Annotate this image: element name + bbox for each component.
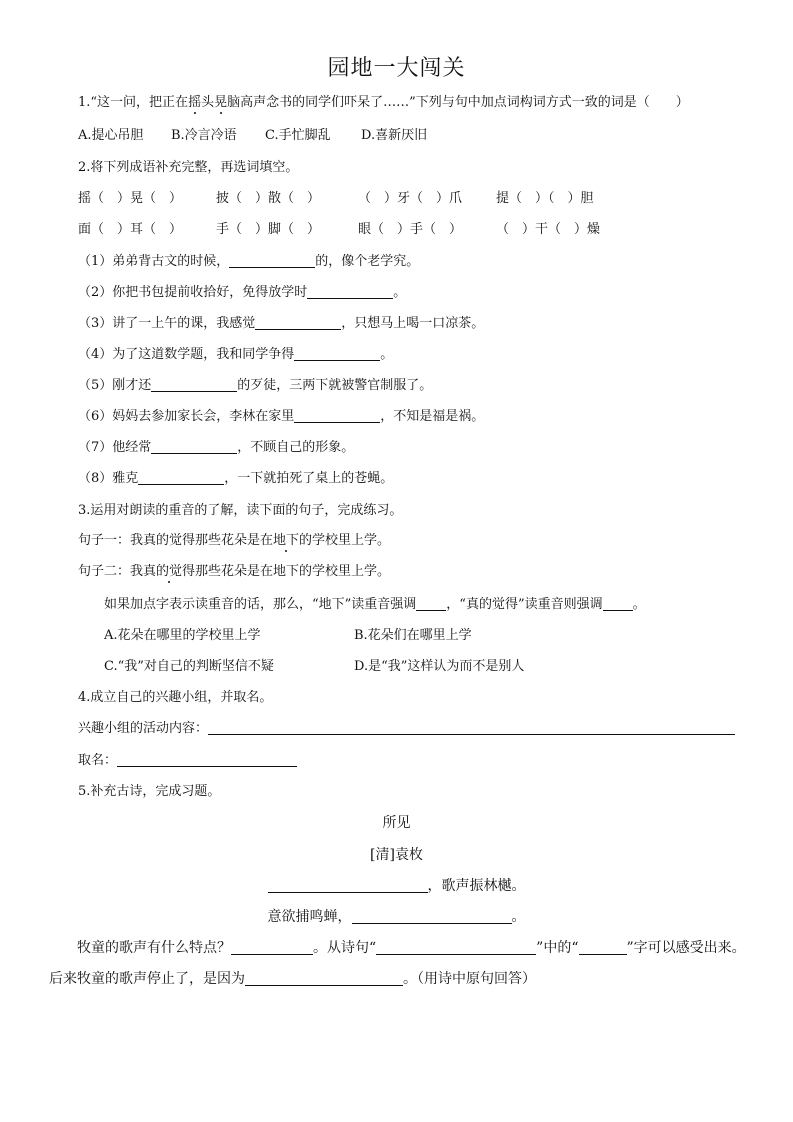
answer-blank[interactable]	[245, 970, 403, 986]
q3-sentence-1: 句子一：我真的觉得那些花朵是在地下的学校里上学。	[78, 533, 391, 548]
answer-blank[interactable]	[376, 939, 536, 955]
idiom-item: 面（ ）耳（ ）	[78, 222, 183, 237]
q5-question-paragraph: 牧童的歌声有什么特点？ 。从诗句“ ”中的“ ”字可以感受出来。后来牧童的歌声停止了，是因为 。（用诗中原句回答）	[49, 940, 746, 987]
answer-blank[interactable]	[255, 314, 341, 330]
idiom-item: （ ）干（ ）燥	[496, 222, 601, 237]
q3-option-c[interactable]: C.“我”对自己的判断坚信不疑	[104, 659, 274, 674]
q2-sentence-8: （8）雅克 ，一下就拍死了桌上的苍蝇。	[78, 471, 394, 486]
answer-blank[interactable]	[268, 877, 428, 893]
idiom-item: 眼（ ）手（ ）	[358, 222, 463, 237]
q3-option-b[interactable]: B.花朵们在哪里上学	[354, 628, 472, 643]
poem-author: [清]袁枚	[370, 847, 423, 863]
q3-option-d[interactable]: D.是“我”这样认为而不是别人	[354, 659, 525, 674]
q3-prompt: 如果加点字表示读重音的话，那么，“地下”读重音强调 ，“真的觉得”读重音则强调 。	[104, 597, 646, 612]
q2-sentence-2: （2）你把书包提前收拾好，免得放学时 。	[78, 285, 407, 300]
answer-blank[interactable]	[294, 345, 380, 361]
dotted-phrase: 真的觉得	[143, 564, 196, 579]
dotted-char: 晃	[214, 95, 228, 110]
idiom-item: （ ）牙（ ）爪	[358, 191, 463, 206]
q2-sentence-5: （5）刚才还 的歹徒，三两下就被警官制服了。	[78, 378, 433, 393]
answer-blank[interactable]	[352, 908, 512, 924]
answer-blank[interactable]	[579, 939, 627, 955]
q3-heading: 3.运用对朗读的重音的了解，读下面的句子，完成练习。	[78, 503, 403, 518]
poem-line-2: 意欲捕鸣蝉， 。	[267, 909, 526, 925]
dotted-phrase: 地下	[273, 533, 300, 548]
answer-blank[interactable]	[151, 438, 237, 454]
answer-blank[interactable]	[208, 719, 735, 735]
answer-blank[interactable]	[231, 939, 313, 955]
poem-line-1: ，歌声振林樾。	[0, 876, 793, 896]
q2-heading: 2.将下列成语补充完整，再选词填空。	[78, 160, 299, 175]
answer-blank[interactable]	[151, 376, 237, 392]
answer-blank[interactable]	[307, 283, 393, 299]
q4-name-line: 取名：	[78, 751, 297, 771]
q1-option-b[interactable]: B.冷言冷语	[171, 128, 237, 143]
q2-sentence-4: （4）为了这道数学题，我和同学争得 。	[78, 347, 394, 362]
poem-title: 所见	[382, 815, 411, 831]
q5-heading: 5.补充古诗，完成习题。	[78, 784, 221, 799]
q2-sentence-7: （7）他经常 ，不顾自己的形象。	[78, 440, 355, 455]
idiom-item: 手（ ）脚（ ）	[216, 222, 321, 237]
q3-option-a[interactable]: A.花朵在哪里的学校里上学	[104, 628, 261, 643]
q2-sentence-1: （1）弟弟背古文的时候， 的，像个老学究。	[78, 254, 420, 269]
q1-option-a[interactable]: A.提心吊胆	[78, 128, 144, 143]
idiom-item: 提（ ）（ ）胆	[496, 191, 594, 206]
answer-blank[interactable]	[117, 751, 297, 767]
q2-sentence-3: （3）讲了一上午的课，我感觉 ，只想马上喝一口凉茶。	[78, 316, 485, 331]
answer-blank[interactable]	[229, 252, 315, 268]
q2-sentence-6: （6）妈妈去参加家长会，李林在家里 ，不知是福是祸。	[78, 409, 485, 424]
answer-blank[interactable]	[416, 595, 446, 611]
q1-stem: 1.“这一问，把正在摇头晃脑高声念书的同学们吓呆了……”下列与句中加点词构词方式一致的词是（ ）	[78, 95, 689, 110]
page-title: 园地一大闯关	[327, 56, 466, 81]
answer-blank[interactable]	[138, 469, 224, 485]
idiom-item: 摇（ ）晃（ ）	[78, 191, 183, 206]
answer-blank[interactable]	[603, 595, 633, 611]
answer-blank[interactable]	[294, 407, 380, 423]
q1-option-c[interactable]: C.手忙脚乱	[265, 128, 331, 143]
q4-content-line: 兴趣小组的活动内容：	[78, 719, 735, 739]
q4-heading: 4.成立自己的兴趣小组，并取名。	[78, 690, 273, 705]
q1-option-d[interactable]: D.喜新厌旧	[361, 128, 428, 143]
dotted-char: 摇	[188, 95, 202, 110]
q3-sentence-2: 句子二：我真的觉得那些花朵是在地下的学校里上学。	[78, 564, 391, 579]
idiom-item: 披（ ）散（ ）	[216, 191, 321, 206]
